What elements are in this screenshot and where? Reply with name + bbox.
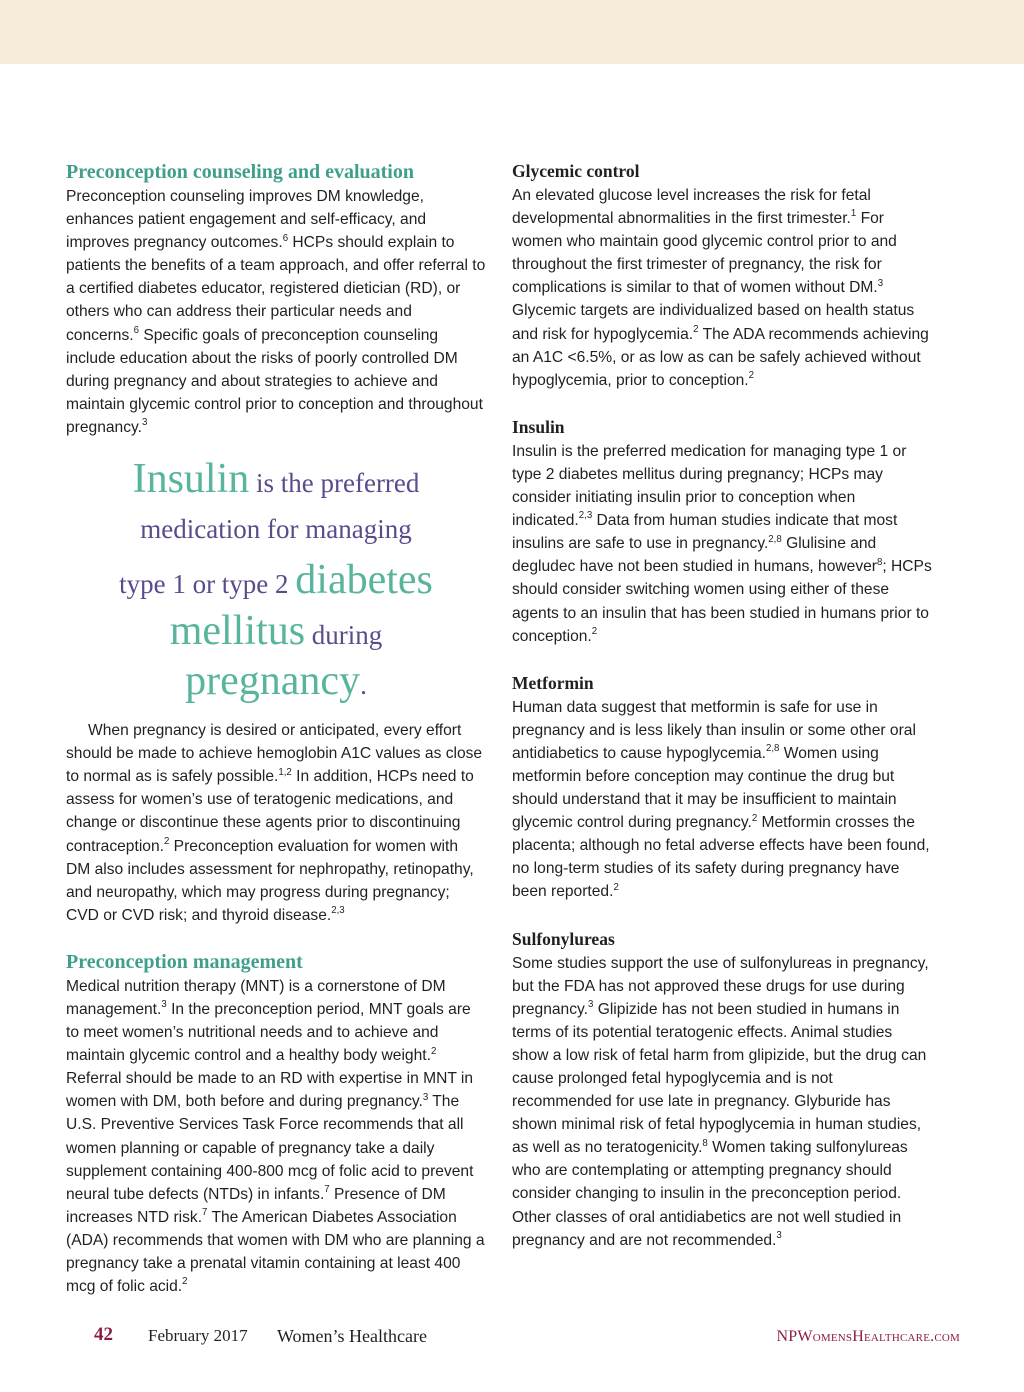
paragraph-evaluation: When pregnancy is desired or anticipated, every effort should be made to achieve hemoglobin A1C values as close to normal as is safely possible.$^{1,2}$ In addition, HCPs need to assess for women’s use of teratogenic medications, and change or discontinue these agents prior to discontinuing contraception.$^2$ Preconception evaluation for women with DM also includes assessment for nephropathy, retinopathy, and neuropathy, which may progress during pregnancy; CVD or CVD risk; and thyroid disease.$^{2,3}$ — [66, 722, 483, 924]
page-number: 42 — [94, 1324, 113, 1345]
paragraph-glycemic-control: An elevated glucose level increases the risk for fetal developmental abnormalities in the first trimester.$^1$ For women who maintain good glycemic control prior to and throughout the first trimester of pregnancy, the risk for complications is similar to that of women without DM.$^3$ Glycemic targets are individualized based on health status and risk for hypoglycemia.$^2$ The ADA recommends achieving an A1C <6.5%, or as low as can be safely achieved without hypoglycemia, prior to conception.$^2$ — [512, 187, 929, 389]
subheading-insulin: Insulin — [512, 416, 565, 437]
issue-date: February 2017 — [148, 1326, 248, 1345]
subheading-glycemic-control: Glycemic control — [512, 161, 640, 181]
page-footer — [0, 1322, 1024, 1350]
header-band — [0, 0, 1024, 64]
paragraph-counseling: Preconception counseling improves DM knowledge, enhances patient engagement and self-efficacy, and improves pregnancy outcomes.$^6$ HCPs should explain to patients the benefits of a team approach, and offer referral to a certified diabetes educator, registered dietician (RD), or others who can address their particular needs and concerns.$^6$ Specific goals of preconception counseling include education about the risks of poorly controlled DM during pregnancy and about strategies to achieve and maintain glycemic control prior to conception and throughout pregnancy.$^3$ — [66, 188, 486, 436]
paragraph-metformin: Human data suggest that metformin is safe for use in pregnancy and is less likely than insulin or some other oral antidiabetics to cause hypoglycemia.$^{2,8}$ Women using metformin before conception may continue the drug but should understand that it may be insufficient to maintain glycemic control during pregnancy.$^2$ Metformin crosses the placenta; although no fetal adverse effects have been found, no long-term studies of its safety during pregnancy have been reported.$^2$ — [512, 698, 930, 901]
paragraph-sulfonylureas: Some studies support the use of sulfonylureas in pregnancy, but the FDA has not approved these drugs for use during pregnancy.$^3$ Glipizide has not been studied in humans in terms of its potential teratogenic effects. Animal studies show a low risk of fetal harm from glipizide, but the drug can cause prolonged fetal hypoglycemia and is not recommended for use late in pregnancy. Glyburide has shown minimal risk of fetal hypoglycemia in human studies, as well as no teratogenicity.$^8$ Women taking sulfonylureas who are contemplating or attempting pregnancy should consider changing to insulin in the preconception period. Other classes of oral antidiabetics are not well studied in pregnancy and are not recommended.$^3$ — [512, 954, 929, 1249]
subheading-sulfonylureas: Sulfonylureas — [512, 928, 615, 949]
section-heading-preconception-management: Preconception management — [66, 950, 303, 973]
paragraph-insulin: Insulin is the preferred medication for managing type 1 or type 2 diabetes mellitus during pregnancy; HCPs may consider initiating insulin prior to conception when indicated.$^{2,3}$ Data from human studies indicate that most insulins are safe to use in pregnancy.$^{2,8}$ Glulisine and degludec have not been studied in humans, however$^8$; HCPs should consider switching women using either of these agents to an insulin that has been studied in humans prior to conception.$^2$ — [512, 442, 932, 645]
publication-name: Women’s Healthcare — [277, 1326, 427, 1346]
section-heading-preconception-counseling: Preconception counseling and evaluation — [66, 161, 414, 183]
pull-quote: Insulin is the preferred medication for managing type 1 or type 2 diabetes mellitus during pregnancy. — [119, 456, 433, 705]
paragraph-management: Medical nutrition therapy (MNT) is a cornerstone of DM management.$^3$ In the preconception period, MNT goals are to meet women’s nutritional needs and to achieve and maintain glycemic control and a healthy body weight.$^2$ Referral should be made to an RD with expertise in MNT in women with DM, both before and during pregnancy.$^3$ The U.S. Preventive Services Task Force recommends that all women planning or capable of pregnancy take a daily supplement containing 400-800 mcg of folic acid to prevent neural tube defects (NTDs) in infants.$^7$ Presence of DM increases NTD risk.$^7$ The American Diabetes Association (ADA) recommends that women with DM who are planning a pregnancy take a prenatal vitamin containing at least 400 mcg of folic acid.$^2$ — [66, 977, 485, 1296]
subheading-metformin: Metformin — [512, 672, 594, 693]
left-column — [66, 159, 486, 1298]
website-link[interactable]: NPWomensHealthcare.com — [776, 1328, 960, 1345]
right-column — [512, 159, 932, 1252]
